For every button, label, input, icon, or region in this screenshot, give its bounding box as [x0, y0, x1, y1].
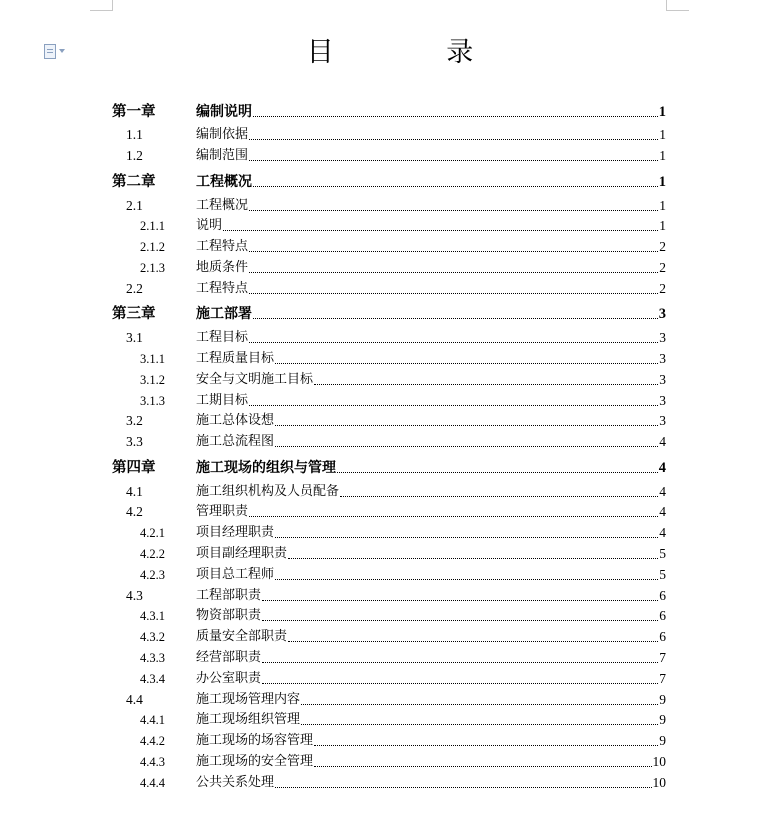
- toc-entry-label: 施工总流程图: [196, 434, 275, 450]
- toc-entry-label: 公共关系处理: [196, 774, 275, 790]
- toc-entry-level-3[interactable]: [112, 234, 666, 255]
- toc-entry-label: 项目总工程师: [196, 566, 275, 582]
- toc-entry-page-number: 3: [659, 392, 666, 408]
- dot-leader: [275, 362, 658, 364]
- toc-entry-level-3[interactable]: [112, 645, 666, 666]
- toc-entry-number: 4.4.1: [140, 713, 165, 728]
- toc-entry-label: 说明: [196, 218, 223, 234]
- toc-entry-label: 安全与文明施工目标: [196, 371, 314, 387]
- dot-leader: [249, 271, 658, 273]
- toc-entry-page-number: 4: [659, 483, 666, 499]
- toc-entry-page-number: 1: [659, 127, 666, 143]
- toc-entry-number: 2.1.3: [140, 260, 165, 275]
- toc-entry-page-number: 7: [659, 649, 666, 665]
- toc-entry-number: 4.3: [126, 587, 143, 603]
- toc-entry-level-3[interactable]: [112, 666, 666, 687]
- toc-entry-label: 施工组织机构及人员配备: [196, 483, 340, 499]
- toc-entry-number: 4.3.3: [140, 650, 165, 665]
- toc-entry-level-3[interactable]: [112, 367, 666, 388]
- toc-entry-number: 第三章: [112, 306, 156, 323]
- toc-entry-number: 4.3.2: [140, 630, 165, 645]
- toc-entry-label: 办公室职责: [196, 670, 262, 686]
- dot-leader: [340, 495, 658, 497]
- toc-entry-label: 经营部职责: [196, 649, 262, 665]
- toc-entry-label: 地质条件: [196, 259, 249, 275]
- toc-entry-level-1[interactable]: [112, 297, 666, 326]
- toc-entry-page-number: 2: [659, 239, 666, 255]
- toc-entry-page-number: 4: [659, 434, 666, 450]
- toc-entry-page-number: 4: [659, 504, 666, 520]
- toc-entry-page-number: 9: [659, 712, 666, 728]
- toc-entry-number: 第四章: [112, 459, 156, 476]
- toc-entry-label: 施工现场管理内容: [196, 691, 301, 707]
- toc-entry-level-3[interactable]: [112, 749, 666, 770]
- dot-leader: [253, 317, 658, 319]
- toc-entry-level-2[interactable]: [112, 276, 666, 297]
- toc-entry-number: 1.2: [126, 148, 143, 164]
- toc-entry-level-2[interactable]: [112, 409, 666, 430]
- dot-leader: [301, 703, 658, 705]
- toc-title: 目 录: [306, 37, 526, 68]
- toc-entry-number: 4.2.3: [140, 567, 165, 582]
- toc-entry-label: 工程目标: [196, 330, 249, 346]
- toc-entry-page-number: 6: [659, 587, 666, 603]
- toc-entry-page-number: 3: [659, 371, 666, 387]
- dot-leader: [275, 445, 658, 447]
- toc-entry-number: 2.1.2: [140, 240, 165, 255]
- toc-entry-level-2[interactable]: [112, 429, 666, 450]
- toc-entry-page-number: 3: [659, 413, 666, 429]
- toc-entry-label: 施工现场的安全管理: [196, 753, 314, 769]
- toc-entry-label: 工期目标: [196, 392, 249, 408]
- toc-entry-page-number: 10: [652, 753, 666, 769]
- toc-entry-number: 3.1: [126, 330, 143, 346]
- toc-entry-label: 施工现场的组织与管理: [196, 459, 336, 476]
- toc-entry-page-number: 4: [658, 459, 666, 476]
- toc-entry-page-number: 2: [659, 280, 666, 296]
- dot-leader: [249, 250, 658, 252]
- toc-entry-level-3[interactable]: [112, 624, 666, 645]
- toc-entry-label: 工程质量目标: [196, 350, 275, 366]
- toc-entry-label: 工程特点: [196, 239, 249, 255]
- dot-leader: [253, 115, 658, 117]
- toc-entry-level-3[interactable]: [112, 604, 666, 625]
- dot-leader: [253, 185, 658, 187]
- dot-leader: [275, 536, 658, 538]
- toc-entry-page-number: 1: [658, 173, 666, 190]
- toc-entry-page-number: 6: [659, 629, 666, 645]
- toc-entry-page-number: 6: [659, 608, 666, 624]
- toc-entry-label: 编制依据: [196, 127, 249, 143]
- toc-entry-number: 第二章: [112, 173, 156, 190]
- toc-entry-number: 4.4.3: [140, 754, 165, 769]
- toc-entry-label: 质量安全部职责: [196, 629, 288, 645]
- toc-entry-label: 工程部职责: [196, 587, 262, 603]
- toc-entry-level-3[interactable]: [112, 562, 666, 583]
- toc-entry-number: 4.3.4: [140, 671, 165, 686]
- margin-corner-mark: [666, 0, 689, 11]
- dot-leader: [314, 765, 651, 767]
- dot-leader: [262, 599, 658, 601]
- dot-leader: [249, 209, 658, 211]
- toc-entry-page-number: 1: [659, 218, 666, 234]
- toc-entry-number: 4.1: [126, 483, 143, 499]
- toc-entry-label: 项目经理职责: [196, 525, 275, 541]
- toc-entry-number: 4.4.4: [140, 775, 165, 790]
- toc-entry-label: 施工部署: [196, 306, 252, 323]
- dot-leader: [337, 471, 658, 473]
- dot-leader: [262, 661, 658, 663]
- toc-entry-number: 第一章: [112, 103, 156, 120]
- toc-entry-page-number: 1: [658, 103, 666, 120]
- dot-leader: [288, 640, 658, 642]
- toc-entry-number: 3.1.3: [140, 393, 165, 408]
- toc-entry-level-2[interactable]: [112, 479, 666, 500]
- dot-leader: [249, 341, 658, 343]
- toc-entry-label: 工程概况: [196, 173, 252, 190]
- toc-entry-number: 3.3: [126, 434, 143, 450]
- toc-entry-page-number: 10: [652, 774, 666, 790]
- toc-entry-label: 施工现场组织管理: [196, 712, 301, 728]
- toc-entry-number: 3.2: [126, 413, 143, 429]
- dot-leader: [314, 744, 658, 746]
- dot-leader: [262, 619, 658, 621]
- toc-entry-level-2[interactable]: [112, 143, 666, 164]
- toc-entry-number: 4.3.1: [140, 609, 165, 624]
- toc-entry-page-number: 7: [659, 670, 666, 686]
- toc-entry-number: 4.2: [126, 504, 143, 520]
- toc-entry-number: 3.1.2: [140, 372, 165, 387]
- toc-entry-level-3[interactable]: [112, 770, 666, 791]
- table-of-contents: [112, 94, 666, 791]
- dot-leader: [223, 229, 658, 231]
- toc-entry-label: 施工总体设想: [196, 413, 275, 429]
- dot-leader: [275, 786, 651, 788]
- toc-entry-label: 物资部职责: [196, 608, 262, 624]
- toc-entry-level-3[interactable]: [112, 214, 666, 235]
- toc-entry-number: 4.2.2: [140, 546, 165, 561]
- toc-entry-level-3[interactable]: [112, 708, 666, 729]
- toc-entry-page-number: 1: [659, 148, 666, 164]
- dot-leader: [301, 723, 658, 725]
- toc-entry-page-number: 3: [658, 306, 666, 323]
- toc-entry-label: 管理职责: [196, 504, 249, 520]
- margin-corner-mark: [90, 0, 113, 11]
- toc-entry-level-1[interactable]: [112, 450, 666, 479]
- toc-entry-level-2[interactable]: [112, 123, 666, 144]
- toc-entry-level-1[interactable]: [112, 164, 666, 193]
- toc-entry-number: 4.4: [126, 691, 143, 707]
- toc-entry-number: 2.2: [126, 280, 143, 296]
- toc-entry-level-3[interactable]: [112, 346, 666, 367]
- toc-entry-level-3[interactable]: [112, 520, 666, 541]
- toc-entry-page-number: 5: [659, 545, 666, 561]
- dot-leader: [275, 424, 658, 426]
- toc-entry-level-2[interactable]: [112, 687, 666, 708]
- toc-entry-label: 施工现场的场容管理: [196, 733, 314, 749]
- toc-entry-number: 4.2.1: [140, 526, 165, 541]
- toc-entry-level-2[interactable]: [112, 325, 666, 346]
- toc-entry-level-3[interactable]: [112, 541, 666, 562]
- dot-leader: [249, 515, 658, 517]
- dot-leader: [249, 292, 658, 294]
- toc-entry-label: 编制范围: [196, 148, 249, 164]
- toc-entry-page-number: 1: [659, 197, 666, 213]
- toc-entry-level-2[interactable]: [112, 193, 666, 214]
- dot-leader: [249, 159, 658, 161]
- toc-entry-level-2[interactable]: [112, 500, 666, 521]
- toc-entry-level-3[interactable]: [112, 388, 666, 409]
- toc-entry-page-number: 3: [659, 330, 666, 346]
- toc-entry-page-number: 2: [659, 259, 666, 275]
- toc-entry-number: 2.1.1: [140, 219, 165, 234]
- dot-leader: [275, 578, 658, 580]
- dot-leader: [288, 557, 658, 559]
- dot-leader: [249, 404, 658, 406]
- toc-entry-level-3[interactable]: [112, 255, 666, 276]
- toc-entry-label: 工程概况: [196, 197, 249, 213]
- toc-entry-label: 项目副经理职责: [196, 545, 288, 561]
- toc-entry-page-number: 9: [659, 733, 666, 749]
- dot-leader: [314, 383, 658, 385]
- toc-entry-page-number: 3: [659, 350, 666, 366]
- toc-entry-level-3[interactable]: [112, 728, 666, 749]
- toc-entry-page-number: 5: [659, 566, 666, 582]
- toc-entry-level-1[interactable]: [112, 94, 666, 123]
- toc-entry-number: 2.1: [126, 197, 143, 213]
- toc-entry-level-2[interactable]: [112, 583, 666, 604]
- toc-entry-page-number: 4: [659, 525, 666, 541]
- toc-entry-label: 工程特点: [196, 280, 249, 296]
- dot-leader: [249, 138, 658, 140]
- toc-entry-number: 4.4.2: [140, 734, 165, 749]
- toc-entry-page-number: 9: [659, 691, 666, 707]
- dot-leader: [262, 682, 658, 684]
- toc-entry-number: 1.1: [126, 127, 143, 143]
- toc-entry-label: 编制说明: [196, 103, 252, 120]
- toc-entry-number: 3.1.1: [140, 351, 165, 366]
